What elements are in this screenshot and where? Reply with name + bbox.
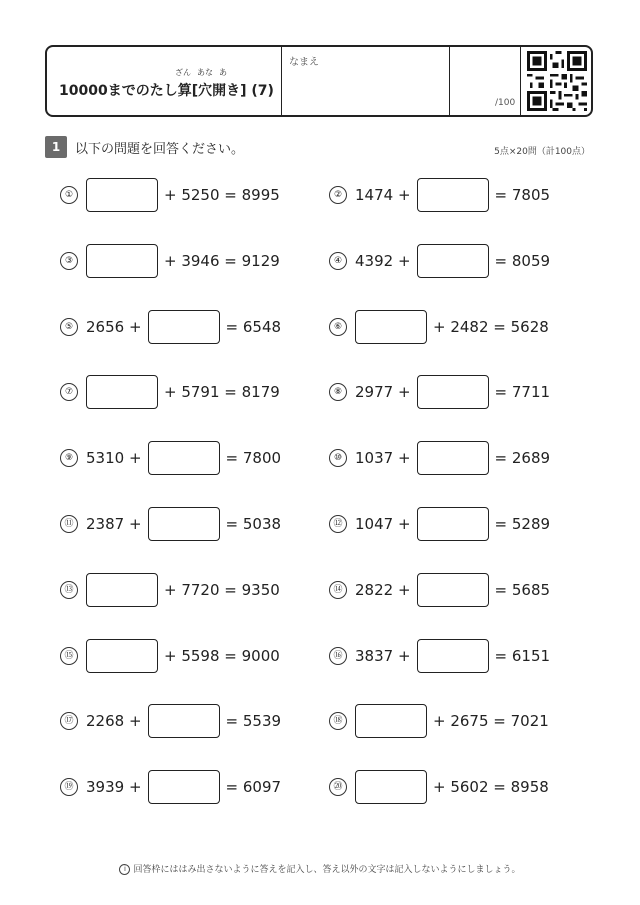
answer-box[interactable] bbox=[148, 704, 220, 738]
answer-box[interactable] bbox=[86, 178, 158, 212]
problem-left-text: 2822 + bbox=[355, 581, 411, 599]
points-note: 5点×20問（計100点） bbox=[494, 147, 590, 157]
problem-number: ⑳ bbox=[329, 778, 347, 796]
problem-15 bbox=[60, 638, 280, 674]
problem-number: ④ bbox=[329, 252, 347, 270]
problem-right-text: = 5289 bbox=[494, 515, 551, 533]
divider bbox=[520, 47, 521, 115]
footer-text: 回答枠にははみ出さないように答えを記入し、答え以外の文字は記入しないようにしましょう。 bbox=[133, 865, 521, 875]
divider bbox=[281, 47, 282, 115]
score-label: /100 bbox=[495, 98, 516, 108]
problem-7 bbox=[60, 374, 280, 410]
problem-14 bbox=[329, 572, 550, 608]
problem-left-text: 4392 + bbox=[355, 252, 411, 270]
answer-box[interactable] bbox=[355, 704, 427, 738]
answer-box[interactable] bbox=[86, 244, 158, 278]
problem-5 bbox=[60, 309, 281, 345]
problem-11 bbox=[60, 506, 281, 542]
problem-number: ② bbox=[329, 186, 347, 204]
problem-right-text: + 2482 = 5628 bbox=[433, 318, 549, 336]
problem-right-text: = 2689 bbox=[494, 449, 551, 467]
problem-right-text: = 5038 bbox=[225, 515, 282, 533]
problem-left-text: 3837 + bbox=[355, 647, 411, 665]
problem-17 bbox=[60, 703, 281, 739]
problem-left-text: 2387 + bbox=[86, 515, 142, 533]
problem-3 bbox=[60, 243, 280, 279]
problem-number: ⑯ bbox=[329, 647, 347, 665]
problem-right-text: = 7800 bbox=[225, 449, 282, 467]
title-cell bbox=[47, 47, 281, 115]
answer-box[interactable] bbox=[417, 507, 489, 541]
problem-number: ⑩ bbox=[329, 449, 347, 467]
answer-box[interactable] bbox=[86, 639, 158, 673]
problem-number: ⑲ bbox=[60, 778, 78, 796]
problem-number: ⑰ bbox=[60, 712, 78, 730]
problem-number: ⑥ bbox=[329, 318, 347, 336]
problem-4 bbox=[329, 243, 550, 279]
problem-right-text: + 3946 = 9129 bbox=[164, 252, 280, 270]
answer-box[interactable] bbox=[417, 375, 489, 409]
problem-16 bbox=[329, 638, 550, 674]
problem-right-text: = 7805 bbox=[494, 186, 551, 204]
answer-box[interactable] bbox=[355, 770, 427, 804]
problem-1 bbox=[60, 177, 280, 213]
problem-number: ① bbox=[60, 186, 78, 204]
problem-number: ⑧ bbox=[329, 383, 347, 401]
problem-right-text: + 5602 = 8958 bbox=[433, 778, 549, 796]
problem-right-text: + 5598 = 9000 bbox=[164, 647, 280, 665]
problem-right-text: + 5791 = 8179 bbox=[164, 383, 280, 401]
answer-box[interactable] bbox=[417, 244, 489, 278]
problem-right-text: = 8059 bbox=[494, 252, 551, 270]
answer-box[interactable] bbox=[355, 310, 427, 344]
problem-number: ⑤ bbox=[60, 318, 78, 336]
ruby-ana: あな bbox=[197, 68, 213, 77]
problem-left-text: 2656 + bbox=[86, 318, 142, 336]
problem-left-text: 3939 + bbox=[86, 778, 142, 796]
qr-code-icon bbox=[527, 51, 587, 111]
instruction-text: 以下の問題を回答ください。 bbox=[75, 142, 245, 157]
answer-box[interactable] bbox=[417, 178, 489, 212]
ruby-zan: ざん bbox=[175, 68, 191, 77]
problem-number: ⑮ bbox=[60, 647, 78, 665]
problem-number: ⑦ bbox=[60, 383, 78, 401]
problem-18 bbox=[329, 703, 549, 739]
problem-13 bbox=[60, 572, 280, 608]
problem-number: ⑭ bbox=[329, 581, 347, 599]
problem-right-text: = 6151 bbox=[494, 647, 551, 665]
problem-number: ⑬ bbox=[60, 581, 78, 599]
ruby-a: あ bbox=[219, 68, 227, 77]
problem-12 bbox=[329, 506, 550, 542]
problem-right-text: = 6548 bbox=[225, 318, 282, 336]
problem-number: ⑨ bbox=[60, 449, 78, 467]
answer-box[interactable] bbox=[417, 441, 489, 475]
question-number-badge: 1 bbox=[45, 136, 67, 158]
info-icon: i bbox=[119, 864, 130, 875]
problem-left-text: 2268 + bbox=[86, 712, 142, 730]
name-field-label: なまえ bbox=[289, 57, 319, 68]
answer-box[interactable] bbox=[86, 375, 158, 409]
problem-2 bbox=[329, 177, 550, 213]
problem-right-text: + 5250 = 8995 bbox=[164, 186, 280, 204]
footer-note bbox=[0, 862, 640, 875]
problem-right-text: = 7711 bbox=[494, 383, 551, 401]
answer-box[interactable] bbox=[86, 573, 158, 607]
answer-box[interactable] bbox=[417, 573, 489, 607]
problem-right-text: + 7720 = 9350 bbox=[164, 581, 280, 599]
problem-8 bbox=[329, 374, 550, 410]
problem-left-text: 1047 + bbox=[355, 515, 411, 533]
problem-right-text: + 2675 = 7021 bbox=[433, 712, 549, 730]
problem-right-text: = 5539 bbox=[225, 712, 282, 730]
answer-box[interactable] bbox=[417, 639, 489, 673]
problem-left-text: 2977 + bbox=[355, 383, 411, 401]
problem-left-text: 1037 + bbox=[355, 449, 411, 467]
problem-left-text: 5310 + bbox=[86, 449, 142, 467]
problem-number: ③ bbox=[60, 252, 78, 270]
problem-6 bbox=[329, 309, 549, 345]
problem-number: ⑱ bbox=[329, 712, 347, 730]
worksheet-header bbox=[45, 45, 593, 117]
answer-box[interactable] bbox=[148, 507, 220, 541]
problem-number: ⑪ bbox=[60, 515, 78, 533]
answer-box[interactable] bbox=[148, 310, 220, 344]
problem-number: ⑫ bbox=[329, 515, 347, 533]
problem-left-text: 1474 + bbox=[355, 186, 411, 204]
problem-19 bbox=[60, 769, 281, 805]
answer-box[interactable] bbox=[148, 770, 220, 804]
problem-9 bbox=[60, 440, 281, 476]
page-title: 10000までのたし算[穴開き] (7) bbox=[59, 83, 274, 99]
problem-right-text: = 6097 bbox=[225, 778, 282, 796]
problem-right-text: = 5685 bbox=[494, 581, 551, 599]
problem-10 bbox=[329, 440, 550, 476]
answer-box[interactable] bbox=[148, 441, 220, 475]
problem-20 bbox=[329, 769, 549, 805]
divider bbox=[449, 47, 450, 115]
